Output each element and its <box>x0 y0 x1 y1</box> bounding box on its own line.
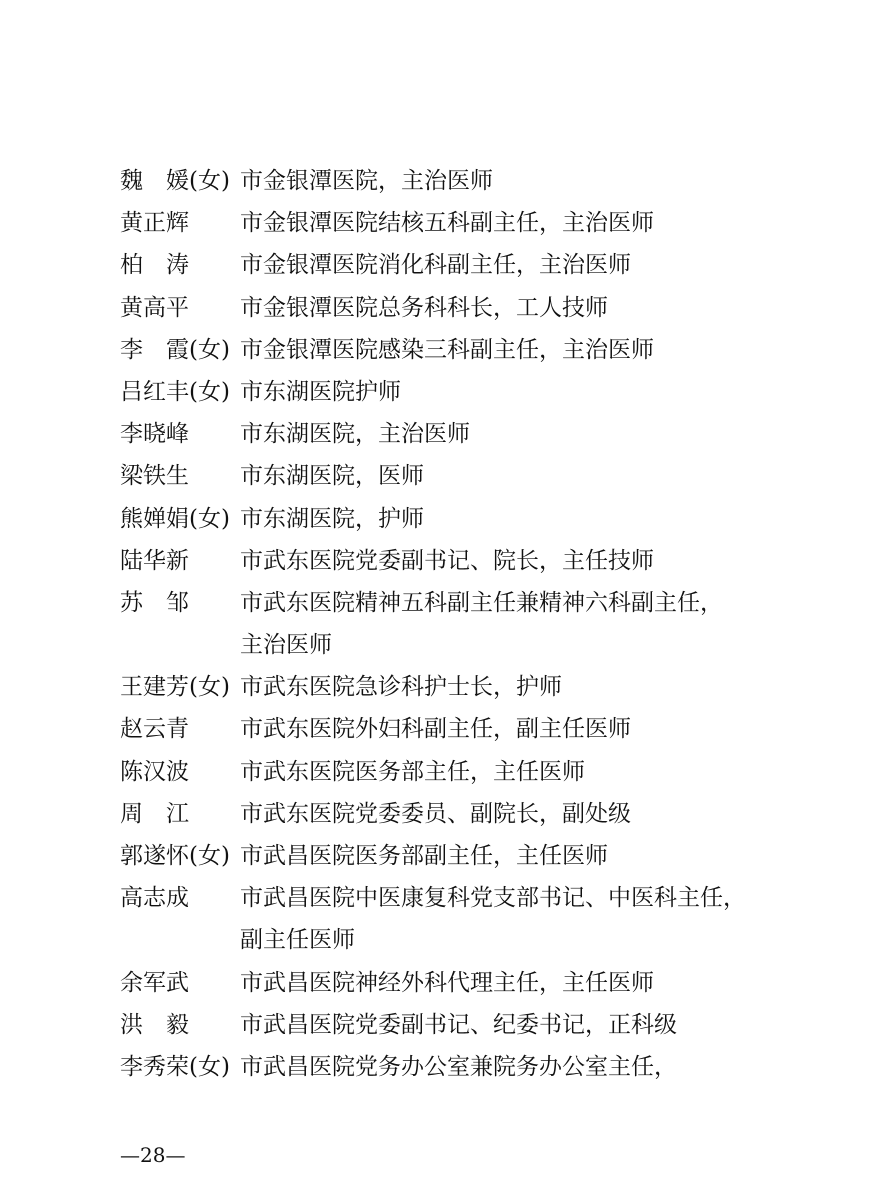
list-item <box>120 455 800 497</box>
person-title: 市武东医院党委委员、副院长，副处级 <box>240 800 631 827</box>
person-title: 市武昌医院神经外科代理主任，主任医师 <box>240 969 654 996</box>
person-title: 市金银潭医院感染三科副主任，主治医师 <box>240 336 654 363</box>
person-name: 陆华新 <box>120 547 189 574</box>
person-title: 市武东医院精神五科副主任兼精神六科副主任，主治医师 <box>240 589 723 659</box>
list-item <box>120 160 800 202</box>
list-item <box>120 498 800 540</box>
list-item <box>120 540 800 582</box>
person-title: 市东湖医院，主治医师 <box>240 421 470 448</box>
person-name: 陈汉波 <box>120 758 189 785</box>
list-item <box>120 582 800 666</box>
list-item <box>120 835 800 877</box>
person-name: 黄高平 <box>120 294 189 321</box>
list-item <box>120 751 800 793</box>
list-item <box>120 962 800 1004</box>
person-name: 黄正辉 <box>120 210 189 237</box>
person-name: 李 霞(女) <box>120 336 230 363</box>
person-title: 市金银潭医院总务科科长，工人技师 <box>240 294 608 321</box>
list-item <box>120 1046 800 1088</box>
person-title: 市武昌医院党委副书记、纪委书记，正科级 <box>240 1011 677 1038</box>
person-title: 市武东医院急诊科护士长，护师 <box>240 674 562 701</box>
person-name: 苏 邹 <box>120 589 189 616</box>
person-title: 市金银潭医院，主治医师 <box>240 168 493 194</box>
person-title: 市东湖医院，护师 <box>240 505 424 532</box>
person-title: 市金银潭医院消化科副主任，主治医师 <box>240 252 631 279</box>
list-item <box>120 877 800 961</box>
list-item <box>120 666 800 708</box>
person-name: 李秀荣(女) <box>120 1053 230 1080</box>
list-item <box>120 793 800 835</box>
honoree-list <box>120 160 800 1088</box>
person-name: 周 江 <box>120 800 189 827</box>
person-name: 王建芳(女) <box>120 674 230 701</box>
list-item <box>120 329 800 371</box>
list-item <box>120 202 800 244</box>
list-item <box>120 371 800 413</box>
list-item <box>120 413 800 455</box>
list-item <box>120 1004 800 1046</box>
page-number: —28— <box>120 1143 186 1167</box>
person-name: 高志成 <box>120 885 189 912</box>
list-item <box>120 287 800 329</box>
person-name: 李晓峰 <box>120 421 189 448</box>
list-item <box>120 708 800 750</box>
person-title: 市金银潭医院结核五科副主任，主治医师 <box>240 210 654 237</box>
person-title: 市武昌医院中医康复科党支部书记、中医科主任，副主任医师 <box>240 885 746 954</box>
person-name: 郭遂怀(女) <box>120 843 230 870</box>
person-name: 柏 涛 <box>120 252 189 279</box>
person-title: 市武昌医院医务部副主任，主任医师 <box>240 843 608 870</box>
list-item <box>120 244 800 286</box>
person-title: 市东湖医院护师 <box>240 378 401 405</box>
person-title: 市武东医院医务部主任，主任医师 <box>240 758 585 785</box>
person-name: 余军武 <box>120 969 189 996</box>
person-name: 洪 毅 <box>120 1011 189 1038</box>
person-name: 梁铁生 <box>120 463 189 490</box>
person-name: 魏 媛(女) <box>120 168 230 194</box>
person-name: 吕红丰(女) <box>120 378 230 405</box>
person-title: 市东湖医院，医师 <box>240 463 424 490</box>
person-title: 市武昌医院党务办公室兼院务办公室主任， <box>240 1053 677 1080</box>
person-title: 市武东医院党委副书记、院长，主任技师 <box>240 547 654 574</box>
person-title: 市武东医院外妇科副主任，副主任医师 <box>240 716 631 743</box>
person-name: 赵云青 <box>120 716 189 743</box>
person-name: 熊婵娟(女) <box>120 505 230 532</box>
